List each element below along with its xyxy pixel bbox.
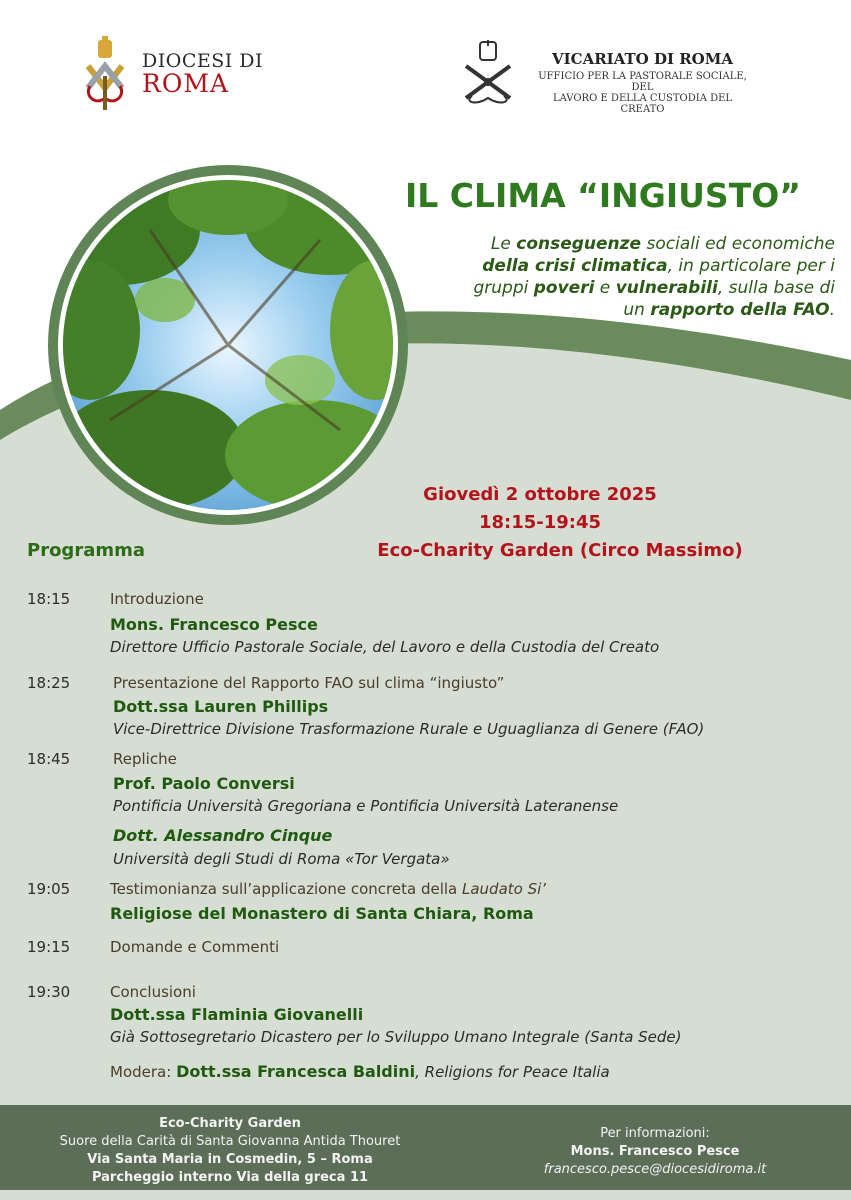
item-time: 18:45 [27,750,71,768]
subtitle-text: e [594,278,616,298]
subtitle-emphasis: vulnerabili [615,278,718,298]
footer-contact [510,1125,800,1179]
subtitle-emphasis: della crisi climatica [482,256,668,276]
vicariate-title: VICARIATO DI ROMA [551,50,733,68]
vicariate-office-line1: UFFICIO PER LA PASTORALE SOCIALE, DEL [538,71,747,93]
diocese-name-line1: DIOCESI DI [142,50,264,72]
item-time: 19:05 [27,880,71,898]
venue-address: Via Santa Maria in Cosmedin, 5 – Roma [87,1152,373,1167]
subtitle-text: gruppi [473,278,534,298]
speaker-role: Università degli Studi di Roma «Tor Vergata» [113,850,450,868]
moderator-line [110,1062,610,1081]
speaker-role: Già Sottosegretario Dicastero per lo Sviluppo Umano Integrale (Santa Sede) [110,1028,682,1046]
vicariate-office-line2: LAVORO E DELLA CUSTODIA DEL CREATO [552,93,733,115]
subtitle-emphasis: poveri [533,278,595,298]
programma-heading: Programma [27,540,146,561]
item-label: Introduzione [110,590,204,608]
footer [0,1105,851,1190]
footer-bottom-strip [0,1190,851,1200]
speaker-name: Religiose del Monastero di Santa Chiara, Roma [110,904,534,923]
contact-name: Mons. Francesco Pesce [570,1144,740,1159]
event-place: Eco-Charity Garden (Circo Massimo) [377,540,743,561]
footer-venue [30,1115,430,1187]
event-date: Giovedì 2 ottobre 2025 [423,484,657,505]
item-label: Domande e Commenti [110,938,280,956]
item-label-italic: Laudato Si’ [462,880,547,898]
speaker-name: Prof. Paolo Conversi [113,774,295,793]
moderator-prefix: Modera: [110,1063,177,1081]
speaker-name: Dott.ssa Lauren Phillips [113,697,329,716]
item-time: 18:15 [27,590,71,608]
subtitle-text: , sulla base di [717,278,835,298]
subtitle-emphasis: conseguenze [516,234,642,254]
item-time: 18:25 [27,674,71,692]
venue-name: Eco-Charity Garden [159,1116,301,1131]
vicariate-crest-icon [458,40,518,104]
item-label [110,880,546,898]
speaker-name: Dott. Alessandro Cinque [113,826,333,845]
venue-parking: Parcheggio interno Via della greca 11 [91,1170,369,1185]
subtitle-text: . [829,300,835,320]
subtitle-text: sociali ed economiche [641,234,835,254]
contact-label: Per informazioni: [600,1126,710,1141]
diocese-name-line2: ROMA [142,69,229,98]
moderator-name: Dott.ssa Francesca Baldini [176,1062,416,1081]
item-time: 19:15 [27,938,71,956]
item-label-text: Testimonianza sull’applicazione concreta della [110,880,462,898]
item-label: Presentazione del Rapporto FAO sul clima “ingiusto” [113,674,505,692]
vicariate-block [530,50,755,115]
subtitle-text: un [623,300,651,320]
venue-host: Suore della Carità di Santa Giovanna Antida Thouret [59,1134,401,1149]
page-title: IL CLIMA “INGIUSTO” [405,176,801,215]
subtitle [425,233,835,321]
subtitle-emphasis: rapporto della FAO [650,300,830,320]
moderator-org: , Religions for Peace Italia [415,1063,610,1081]
speaker-role: Direttore Ufficio Pastorale Sociale, del Lavoro e della Custodia del Creato [110,638,660,656]
speaker-role: Vice-Direttrice Divisione Trasformazione Rurale e Uguaglianza di Genere (FAO) [113,720,705,738]
subtitle-text: , in particolare per i [667,256,835,276]
event-time: 18:15-19:45 [478,512,602,533]
item-time: 19:30 [27,983,71,1001]
diocese-crest-icon [78,36,132,112]
item-label: Repliche [113,750,177,768]
speaker-role: Pontificia Università Gregoriana e Pontificia Università Lateranense [113,797,619,815]
speaker-name: Dott.ssa Flaminia Giovanelli [110,1005,364,1024]
item-label: Conclusioni [110,983,196,1001]
subtitle-text: Le [490,234,517,254]
contact-email[interactable]: francesco.pesce@diocesidiroma.it [543,1162,767,1177]
speaker-name: Mons. Francesco Pesce [110,615,318,634]
